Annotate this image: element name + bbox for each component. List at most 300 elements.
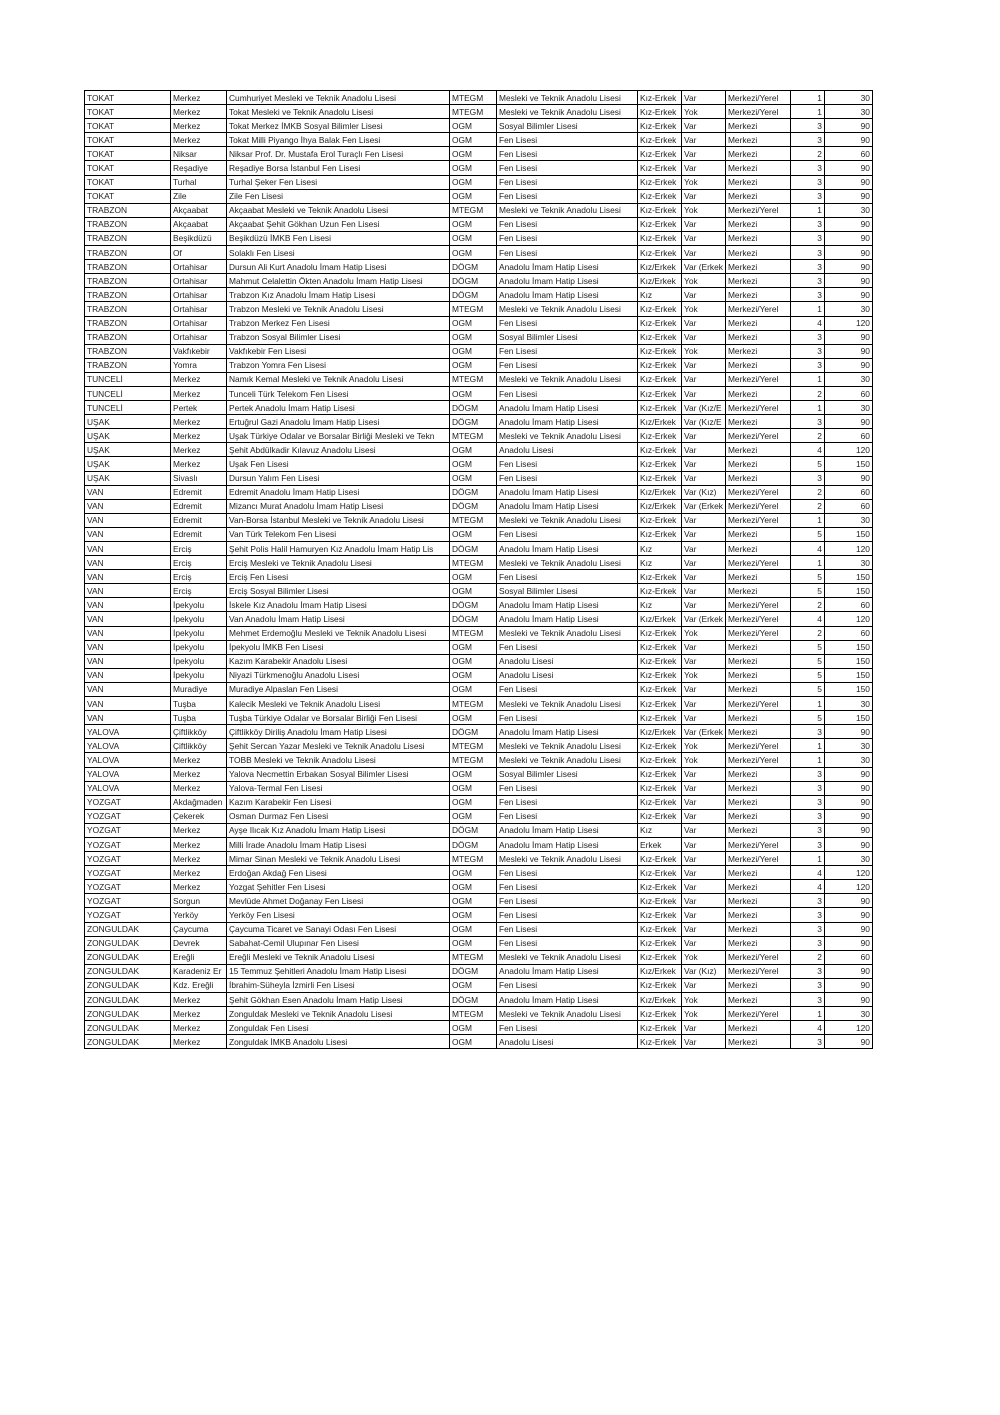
gender-cell: Kız/Erkek bbox=[638, 499, 682, 513]
capacity-cell: 30 bbox=[824, 697, 872, 711]
school-name-cell: Şehit Polis Halil Hamuryen Kız Anadolu İmam Hatip Lis bbox=[227, 542, 450, 556]
district-cell: Devrek bbox=[171, 936, 227, 950]
province-cell: TOKAT bbox=[85, 133, 171, 147]
dormitory-cell: Var (Kız) bbox=[682, 485, 726, 499]
capacity-cell: 30 bbox=[824, 203, 872, 217]
count-cell: 1 bbox=[790, 1007, 824, 1021]
count-cell: 3 bbox=[790, 908, 824, 922]
capacity-cell: 90 bbox=[824, 809, 872, 823]
directorate-cell: OGM bbox=[450, 922, 497, 936]
table-row bbox=[85, 288, 873, 302]
school-type-cell: Fen Lisesi bbox=[497, 527, 638, 541]
placement-cell: Merkezi/Yerel bbox=[725, 513, 790, 527]
dormitory-cell: Var bbox=[682, 119, 726, 133]
province-cell: TRABZON bbox=[85, 288, 171, 302]
placement-cell: Merkezi/Yerel bbox=[725, 429, 790, 443]
school-type-cell: Mesleki ve Teknik Anadolu Lisesi bbox=[497, 302, 638, 316]
dormitory-cell: Var (Erkek bbox=[682, 499, 726, 513]
province-cell: TOKAT bbox=[85, 105, 171, 119]
table-row bbox=[85, 401, 873, 415]
district-cell: Merkez bbox=[171, 119, 227, 133]
gender-cell: Erkek bbox=[638, 837, 682, 851]
capacity-cell: 90 bbox=[824, 894, 872, 908]
school-type-cell: Fen Lisesi bbox=[497, 175, 638, 189]
count-cell: 4 bbox=[790, 542, 824, 556]
gender-cell: Kız-Erkek bbox=[638, 119, 682, 133]
school-type-cell: Fen Lisesi bbox=[497, 866, 638, 880]
table-row bbox=[85, 809, 873, 823]
count-cell: 1 bbox=[790, 753, 824, 767]
school-type-cell: Fen Lisesi bbox=[497, 133, 638, 147]
placement-cell: Merkezi bbox=[725, 922, 790, 936]
district-cell: Tuşba bbox=[171, 697, 227, 711]
school-type-cell: Fen Lisesi bbox=[497, 682, 638, 696]
dormitory-cell: Var bbox=[682, 880, 726, 894]
school-name-cell: Niyazi Türkmenoğlu Anadolu Lisesi bbox=[227, 668, 450, 682]
directorate-cell: OGM bbox=[450, 570, 497, 584]
district-cell: Çiftlikköy bbox=[171, 725, 227, 739]
placement-cell: Merkezi/Yerel bbox=[725, 964, 790, 978]
count-cell: 2 bbox=[790, 598, 824, 612]
table-row bbox=[85, 668, 873, 682]
directorate-cell: DÖGM bbox=[450, 485, 497, 499]
directorate-cell: MTEGM bbox=[450, 429, 497, 443]
school-type-cell: Mesleki ve Teknik Anadolu Lisesi bbox=[497, 556, 638, 570]
school-type-cell: Mesleki ve Teknik Anadolu Lisesi bbox=[497, 105, 638, 119]
directorate-cell: DÖGM bbox=[450, 274, 497, 288]
table-row bbox=[85, 344, 873, 358]
district-cell: Merkez bbox=[171, 372, 227, 386]
gender-cell: Kız-Erkek bbox=[638, 626, 682, 640]
school-type-cell: Anadolu İmam Hatip Lisesi bbox=[497, 725, 638, 739]
placement-cell: Merkezi/Yerel bbox=[725, 302, 790, 316]
placement-cell: Merkezi bbox=[725, 443, 790, 457]
gender-cell: Kız-Erkek bbox=[638, 105, 682, 119]
province-cell: VAN bbox=[85, 640, 171, 654]
count-cell: 5 bbox=[790, 584, 824, 598]
school-type-cell: Mesleki ve Teknik Anadolu Lisesi bbox=[497, 1007, 638, 1021]
gender-cell: Kız-Erkek bbox=[638, 852, 682, 866]
school-name-cell: Edremit Anadolu İmam Hatip Lisesi bbox=[227, 485, 450, 499]
capacity-cell: 30 bbox=[824, 753, 872, 767]
province-cell: VAN bbox=[85, 527, 171, 541]
capacity-cell: 60 bbox=[824, 485, 872, 499]
school-name-cell: Yalova-Termal Fen Lisesi bbox=[227, 781, 450, 795]
capacity-cell: 150 bbox=[824, 640, 872, 654]
directorate-cell: MTEGM bbox=[450, 697, 497, 711]
province-cell: YOZGAT bbox=[85, 866, 171, 880]
placement-cell: Merkezi/Yerel bbox=[725, 753, 790, 767]
school-type-cell: Fen Lisesi bbox=[497, 147, 638, 161]
gender-cell: Kız-Erkek bbox=[638, 133, 682, 147]
directorate-cell: OGM bbox=[450, 189, 497, 203]
gender-cell: Kız-Erkek bbox=[638, 217, 682, 231]
table-row bbox=[85, 1021, 873, 1035]
count-cell: 3 bbox=[790, 274, 824, 288]
table-row bbox=[85, 993, 873, 1007]
province-cell: VAN bbox=[85, 499, 171, 513]
province-cell: TRABZON bbox=[85, 246, 171, 260]
placement-cell: Merkezi/Yerel bbox=[725, 556, 790, 570]
gender-cell: Kız-Erkek bbox=[638, 936, 682, 950]
capacity-cell: 120 bbox=[824, 316, 872, 330]
district-cell: Pertek bbox=[171, 401, 227, 415]
school-type-cell: Mesleki ve Teknik Anadolu Lisesi bbox=[497, 203, 638, 217]
capacity-cell: 90 bbox=[824, 288, 872, 302]
district-cell: Reşadiye bbox=[171, 161, 227, 175]
district-cell: Merkez bbox=[171, 823, 227, 837]
district-cell: Ortahisar bbox=[171, 274, 227, 288]
placement-cell: Merkezi bbox=[725, 894, 790, 908]
directorate-cell: DÖGM bbox=[450, 260, 497, 274]
table-row bbox=[85, 1007, 873, 1021]
table-row bbox=[85, 260, 873, 274]
count-cell: 3 bbox=[790, 837, 824, 851]
count-cell: 1 bbox=[790, 739, 824, 753]
province-cell: ZONGULDAK bbox=[85, 964, 171, 978]
school-name-cell: Şehit Sercan Yazar Mesleki ve Teknik Anadolu Lisesi bbox=[227, 739, 450, 753]
dormitory-cell: Var bbox=[682, 386, 726, 400]
capacity-cell: 90 bbox=[824, 246, 872, 260]
school-type-cell: Fen Lisesi bbox=[497, 344, 638, 358]
count-cell: 3 bbox=[790, 823, 824, 837]
district-cell: Merkez bbox=[171, 852, 227, 866]
table-row bbox=[85, 725, 873, 739]
placement-cell: Merkezi bbox=[725, 119, 790, 133]
placement-cell: Merkezi/Yerel bbox=[725, 401, 790, 415]
count-cell: 2 bbox=[790, 485, 824, 499]
capacity-cell: 90 bbox=[824, 964, 872, 978]
school-type-cell: Anadolu Lisesi bbox=[497, 654, 638, 668]
directorate-cell: OGM bbox=[450, 809, 497, 823]
capacity-cell: 90 bbox=[824, 1035, 872, 1049]
count-cell: 2 bbox=[790, 950, 824, 964]
capacity-cell: 150 bbox=[824, 668, 872, 682]
table-row bbox=[85, 795, 873, 809]
gender-cell: Kız-Erkek bbox=[638, 866, 682, 880]
directorate-cell: DÖGM bbox=[450, 612, 497, 626]
count-cell: 3 bbox=[790, 809, 824, 823]
table-row bbox=[85, 880, 873, 894]
school-name-cell: Cumhuriyet Mesleki ve Teknik Anadolu Lisesi bbox=[227, 91, 450, 105]
district-cell: Ortahisar bbox=[171, 316, 227, 330]
province-cell: YOZGAT bbox=[85, 880, 171, 894]
school-type-cell: Fen Lisesi bbox=[497, 880, 638, 894]
directorate-cell: DÖGM bbox=[450, 415, 497, 429]
directorate-cell: OGM bbox=[450, 640, 497, 654]
district-cell: Çaycuma bbox=[171, 922, 227, 936]
dormitory-cell: Yok bbox=[682, 302, 726, 316]
school-type-cell: Fen Lisesi bbox=[497, 781, 638, 795]
province-cell: VAN bbox=[85, 542, 171, 556]
placement-cell: Merkezi bbox=[725, 654, 790, 668]
directorate-cell: OGM bbox=[450, 147, 497, 161]
gender-cell: Kız-Erkek bbox=[638, 358, 682, 372]
directorate-cell: OGM bbox=[450, 358, 497, 372]
gender-cell: Kız bbox=[638, 288, 682, 302]
district-cell: Merkez bbox=[171, 457, 227, 471]
dormitory-cell: Yok bbox=[682, 203, 726, 217]
dormitory-cell: Yok bbox=[682, 950, 726, 964]
province-cell: TRABZON bbox=[85, 274, 171, 288]
gender-cell: Kız-Erkek bbox=[638, 711, 682, 725]
directorate-cell: MTEGM bbox=[450, 91, 497, 105]
gender-cell: Kız-Erkek bbox=[638, 654, 682, 668]
dormitory-cell: Var bbox=[682, 443, 726, 457]
province-cell: YOZGAT bbox=[85, 837, 171, 851]
school-type-cell: Mesleki ve Teknik Anadolu Lisesi bbox=[497, 852, 638, 866]
directorate-cell: OGM bbox=[450, 161, 497, 175]
gender-cell: Kız-Erkek bbox=[638, 1021, 682, 1035]
school-type-cell: Fen Lisesi bbox=[497, 908, 638, 922]
province-cell: YOZGAT bbox=[85, 795, 171, 809]
capacity-cell: 150 bbox=[824, 711, 872, 725]
count-cell: 1 bbox=[790, 852, 824, 866]
school-type-cell: Anadolu İmam Hatip Lisesi bbox=[497, 485, 638, 499]
table-row bbox=[85, 697, 873, 711]
count-cell: 4 bbox=[790, 1021, 824, 1035]
dormitory-cell: Yok bbox=[682, 739, 726, 753]
gender-cell: Kız-Erkek bbox=[638, 443, 682, 457]
school-name-cell: Trabzon Kız Anadolu İmam Hatip Lisesi bbox=[227, 288, 450, 302]
directorate-cell: OGM bbox=[450, 386, 497, 400]
school-name-cell: Erciş Fen Lisesi bbox=[227, 570, 450, 584]
school-name-cell: Van Türk Telekom Fen Lisesi bbox=[227, 527, 450, 541]
placement-cell: Merkezi bbox=[725, 1035, 790, 1049]
school-name-cell: Muradiye Alpaslan Fen Lisesi bbox=[227, 682, 450, 696]
directorate-cell: OGM bbox=[450, 866, 497, 880]
school-type-cell: Fen Lisesi bbox=[497, 809, 638, 823]
placement-cell: Merkezi bbox=[725, 316, 790, 330]
count-cell: 5 bbox=[790, 711, 824, 725]
capacity-cell: 90 bbox=[824, 471, 872, 485]
capacity-cell: 120 bbox=[824, 880, 872, 894]
district-cell: Erciş bbox=[171, 584, 227, 598]
gender-cell: Kız-Erkek bbox=[638, 203, 682, 217]
directorate-cell: DÖGM bbox=[450, 499, 497, 513]
gender-cell: Kız-Erkek bbox=[638, 894, 682, 908]
dormitory-cell: Var bbox=[682, 908, 726, 922]
directorate-cell: OGM bbox=[450, 1035, 497, 1049]
school-type-cell: Fen Lisesi bbox=[497, 711, 638, 725]
capacity-cell: 90 bbox=[824, 781, 872, 795]
count-cell: 5 bbox=[790, 570, 824, 584]
school-type-cell: Fen Lisesi bbox=[497, 386, 638, 400]
gender-cell: Kız-Erkek bbox=[638, 189, 682, 203]
table-row bbox=[85, 443, 873, 457]
table-row bbox=[85, 767, 873, 781]
count-cell: 3 bbox=[790, 781, 824, 795]
province-cell: TRABZON bbox=[85, 203, 171, 217]
placement-cell: Merkezi/Yerel bbox=[725, 697, 790, 711]
school-type-cell: Anadolu İmam Hatip Lisesi bbox=[497, 499, 638, 513]
school-name-cell: 15 Temmuz Şehitleri Anadolu İmam Hatip Lisesi bbox=[227, 964, 450, 978]
province-cell: TRABZON bbox=[85, 316, 171, 330]
capacity-cell: 90 bbox=[824, 922, 872, 936]
capacity-cell: 120 bbox=[824, 1021, 872, 1035]
placement-cell: Merkezi bbox=[725, 471, 790, 485]
district-cell: Edremit bbox=[171, 499, 227, 513]
district-cell: Karadeniz Er bbox=[171, 964, 227, 978]
province-cell: TRABZON bbox=[85, 260, 171, 274]
table-row bbox=[85, 823, 873, 837]
school-type-cell: Anadolu Lisesi bbox=[497, 443, 638, 457]
province-cell: TUNCELİ bbox=[85, 401, 171, 415]
district-cell: Merkez bbox=[171, 105, 227, 119]
directorate-cell: DÖGM bbox=[450, 288, 497, 302]
school-type-cell: Anadolu İmam Hatip Lisesi bbox=[497, 542, 638, 556]
capacity-cell: 90 bbox=[824, 344, 872, 358]
school-name-cell: Erdoğan Akdağ Fen Lisesi bbox=[227, 866, 450, 880]
school-name-cell: Vakfıkebir Fen Lisesi bbox=[227, 344, 450, 358]
gender-cell: Kız/Erkek bbox=[638, 993, 682, 1007]
capacity-cell: 30 bbox=[824, 302, 872, 316]
gender-cell: Kız/Erkek bbox=[638, 485, 682, 499]
count-cell: 1 bbox=[790, 513, 824, 527]
district-cell: İpekyolu bbox=[171, 626, 227, 640]
capacity-cell: 90 bbox=[824, 260, 872, 274]
district-cell: Merkez bbox=[171, 767, 227, 781]
directorate-cell: OGM bbox=[450, 133, 497, 147]
placement-cell: Merkezi bbox=[725, 936, 790, 950]
gender-cell: Kız-Erkek bbox=[638, 978, 682, 992]
school-type-cell: Anadolu İmam Hatip Lisesi bbox=[497, 964, 638, 978]
school-name-cell: Kalecik Mesleki ve Teknik Anadolu Lisesi bbox=[227, 697, 450, 711]
gender-cell: Kız/Erkek bbox=[638, 415, 682, 429]
directorate-cell: MTEGM bbox=[450, 302, 497, 316]
province-cell: UŞAK bbox=[85, 415, 171, 429]
count-cell: 3 bbox=[790, 358, 824, 372]
table-row bbox=[85, 711, 873, 725]
capacity-cell: 30 bbox=[824, 556, 872, 570]
capacity-cell: 60 bbox=[824, 950, 872, 964]
capacity-cell: 90 bbox=[824, 274, 872, 288]
province-cell: TRABZON bbox=[85, 217, 171, 231]
dormitory-cell: Yok bbox=[682, 626, 726, 640]
province-cell: TOKAT bbox=[85, 147, 171, 161]
school-name-cell: Reşadiye Borsa İstanbul Fen Lisesi bbox=[227, 161, 450, 175]
count-cell: 5 bbox=[790, 668, 824, 682]
district-cell: Ortahisar bbox=[171, 330, 227, 344]
dormitory-cell: Var bbox=[682, 246, 726, 260]
table-row bbox=[85, 485, 873, 499]
dormitory-cell: Var bbox=[682, 894, 726, 908]
school-type-cell: Fen Lisesi bbox=[497, 246, 638, 260]
district-cell: İpekyolu bbox=[171, 668, 227, 682]
placement-cell: Merkezi/Yerel bbox=[725, 598, 790, 612]
capacity-cell: 60 bbox=[824, 147, 872, 161]
dormitory-cell: Var bbox=[682, 1035, 726, 1049]
school-type-cell: Mesleki ve Teknik Anadolu Lisesi bbox=[497, 429, 638, 443]
dormitory-cell: Var bbox=[682, 471, 726, 485]
table-row bbox=[85, 316, 873, 330]
count-cell: 4 bbox=[790, 316, 824, 330]
province-cell: TOKAT bbox=[85, 161, 171, 175]
province-cell: VAN bbox=[85, 513, 171, 527]
dormitory-cell: Var bbox=[682, 866, 726, 880]
district-cell: Vakfıkebir bbox=[171, 344, 227, 358]
gender-cell: Kız-Erkek bbox=[638, 795, 682, 809]
school-name-cell: Mizancı Murat Anadolu İmam Hatip Lisesi bbox=[227, 499, 450, 513]
capacity-cell: 90 bbox=[824, 189, 872, 203]
directorate-cell: DÖGM bbox=[450, 598, 497, 612]
count-cell: 3 bbox=[790, 978, 824, 992]
dormitory-cell: Yok bbox=[682, 105, 726, 119]
count-cell: 5 bbox=[790, 457, 824, 471]
count-cell: 5 bbox=[790, 640, 824, 654]
dormitory-cell: Var (Erkek bbox=[682, 725, 726, 739]
district-cell: Merkez bbox=[171, 880, 227, 894]
placement-cell: Merkezi/Yerel bbox=[725, 852, 790, 866]
placement-cell: Merkezi bbox=[725, 795, 790, 809]
dormitory-cell: Var bbox=[682, 513, 726, 527]
school-name-cell: Dursun Yalım Fen Lisesi bbox=[227, 471, 450, 485]
table-row bbox=[85, 612, 873, 626]
count-cell: 4 bbox=[790, 443, 824, 457]
gender-cell: Kız-Erkek bbox=[638, 527, 682, 541]
table-row bbox=[85, 429, 873, 443]
school-name-cell: Dursun Ali Kurt Anadolu İmam Hatip Lisesi bbox=[227, 260, 450, 274]
district-cell: Merkez bbox=[171, 993, 227, 1007]
dormitory-cell: Var bbox=[682, 767, 726, 781]
directorate-cell: OGM bbox=[450, 471, 497, 485]
school-type-cell: Sosyal Bilimler Lisesi bbox=[497, 767, 638, 781]
table-row bbox=[85, 91, 873, 105]
placement-cell: Merkezi bbox=[725, 260, 790, 274]
count-cell: 2 bbox=[790, 429, 824, 443]
province-cell: VAN bbox=[85, 711, 171, 725]
school-type-cell: Mesleki ve Teknik Anadolu Lisesi bbox=[497, 753, 638, 767]
capacity-cell: 120 bbox=[824, 866, 872, 880]
dormitory-cell: Var bbox=[682, 654, 726, 668]
school-name-cell: Mehmet Erdemoğlu Mesleki ve Teknik Anadolu Lisesi bbox=[227, 626, 450, 640]
dormitory-cell: Var bbox=[682, 542, 726, 556]
placement-cell: Merkezi bbox=[725, 330, 790, 344]
school-name-cell: Turhal Şeker Fen Lisesi bbox=[227, 175, 450, 189]
school-type-cell: Anadolu İmam Hatip Lisesi bbox=[497, 274, 638, 288]
table-row bbox=[85, 936, 873, 950]
school-name-cell: Beşikdüzü İMKB Fen Lisesi bbox=[227, 231, 450, 245]
table-row bbox=[85, 358, 873, 372]
count-cell: 5 bbox=[790, 682, 824, 696]
district-cell: Beşikdüzü bbox=[171, 231, 227, 245]
capacity-cell: 150 bbox=[824, 682, 872, 696]
count-cell: 2 bbox=[790, 147, 824, 161]
table-row bbox=[85, 330, 873, 344]
province-cell: VAN bbox=[85, 668, 171, 682]
placement-cell: Merkezi bbox=[725, 993, 790, 1007]
school-name-cell: Tunceli Türk Telekom Fen Lisesi bbox=[227, 386, 450, 400]
count-cell: 3 bbox=[790, 344, 824, 358]
directorate-cell: OGM bbox=[450, 654, 497, 668]
placement-cell: Merkezi bbox=[725, 570, 790, 584]
district-cell: Edremit bbox=[171, 485, 227, 499]
directorate-cell: DÖGM bbox=[450, 837, 497, 851]
count-cell: 2 bbox=[790, 499, 824, 513]
district-cell: Akdağmaden bbox=[171, 795, 227, 809]
placement-cell: Merkezi bbox=[725, 809, 790, 823]
dormitory-cell: Var bbox=[682, 527, 726, 541]
province-cell: VAN bbox=[85, 598, 171, 612]
table-row bbox=[85, 964, 873, 978]
dormitory-cell: Var (Kız/E bbox=[682, 401, 726, 415]
gender-cell: Kız-Erkek bbox=[638, 175, 682, 189]
capacity-cell: 90 bbox=[824, 725, 872, 739]
school-type-cell: Fen Lisesi bbox=[497, 570, 638, 584]
count-cell: 3 bbox=[790, 767, 824, 781]
school-name-cell: TOBB Mesleki ve Teknik Anadolu Lisesi bbox=[227, 753, 450, 767]
directorate-cell: OGM bbox=[450, 908, 497, 922]
